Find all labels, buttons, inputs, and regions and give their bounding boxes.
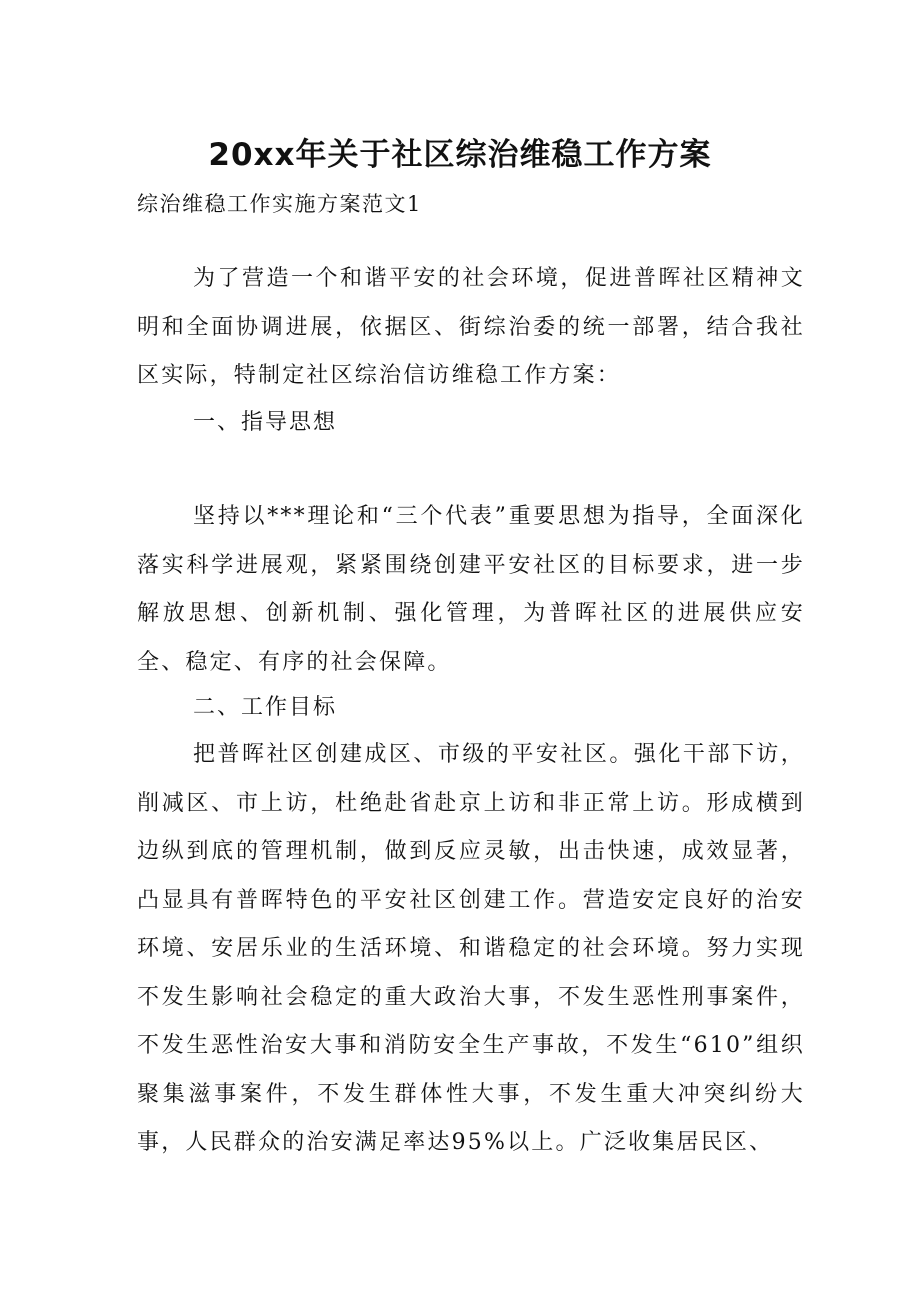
document-subtitle: 综治维稳工作实施方案范文1 (137, 192, 422, 216)
section-heading-work-goals: 二、工作目标 (193, 695, 338, 720)
document-title: 20xx年关于社区综治维稳工作方案 (208, 137, 712, 173)
guiding-thought-paragraph: 坚持以***理论和“三个代表”重要思想为指导，全面深化落实科学进展观，紧紧围绕创建平安社区的目标要求，进一步解放思想、创新机制、强化管理，为普晖社区的进展供应安全、稳定、有序的社会保障。 (137, 504, 805, 675)
section-heading-guiding-thought: 一、指导思想 (193, 410, 338, 435)
work-goals-paragraph: 把普晖社区创建成区、市级的平安社区。强化干部下访，削减区、市上访，杜绝赴省赴京上访和非正常上访。形成横到边纵到底的管理机制，做到反应灵敏，出击快速，成效显著，凸显具有普晖特色的平安社区创建工作。营造安定良好的治安环境、安居乐业的生活环境、和谐稳定的社会环境。努力实现不发生影响社会稳定的重大政治大事，不发生恶性刑事案件，不发生恶性治安大事和消防安全生产事故，不发生“610”组织聚集滋事案件，不发生群体性大事，不发生重大冲突纠纷大事，人民群众的治安满足率达95%以上。广泛收集居民区、 (137, 742, 805, 1155)
intro-paragraph: 为了营造一个和谐平安的社会环境，促进普晖社区精神文明和全面协调进展，依据区、街综治委的统一部署，结合我社区实际，特制定社区综治信访维稳工作方案： (137, 266, 805, 388)
